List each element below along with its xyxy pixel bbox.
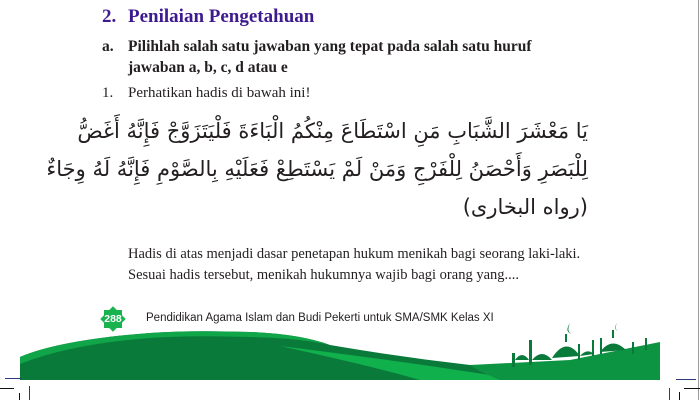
- question-number: 1.: [102, 85, 114, 101]
- question-prompt-text: Perhatikan hadis di bawah ini!: [128, 85, 311, 101]
- question-body: Hadis di atas menjadi dasar penetapan hukum menikah bagi seorang laki-laki. Sesuai hadis tersebut, menikah hukumnya wajib bagi orang yang....: [128, 246, 581, 283]
- section-number: 2.: [102, 6, 117, 27]
- instruction: [102, 36, 562, 78]
- crescent-icon: [567, 323, 572, 334]
- crop-mark: [0, 388, 14, 389]
- question-prompt: [102, 85, 310, 102]
- book-title-footer: Pendidikan Agama Islam dan Budi Pekerti untuk SMA/SMK Kelas XI: [146, 312, 494, 324]
- crop-mark: [676, 379, 696, 380]
- hadith-line-2: لِلْبَصَرِ وَأَحْصَنُ لِلْفَرْجِ وَمَنْ لَمْ يَسْتَطِعْ فَعَلَيْهِ بِالصَّوْمِ فَإِنَّهُ لَهُ وِجَاءٌ: [46, 157, 588, 181]
- crescent-icon: [615, 323, 618, 331]
- crop-mark: [684, 388, 700, 389]
- crop-mark: [5, 378, 21, 379]
- mosque-banner: [0, 320, 700, 400]
- hadith-source: (رواه البخارى): [462, 195, 588, 219]
- instruction-text: Pilihlah salah satu jawaban yang tepat pada salah satu huruf jawaban a, b, c, d atau e: [128, 38, 532, 76]
- hadith-line-1: يَا مَعْشَرَ الشَّبَابِ مَنِ اسْتَطَاعَ مِنْكُمُ الْبَاءَةَ فَلْيَتَزَوَّجْ فَإِنَّهُ أَغَضُّ: [77, 119, 588, 143]
- crop-mark: [669, 388, 670, 400]
- page-number: 288: [104, 313, 122, 325]
- hadith-arabic-text: [46, 112, 588, 226]
- crop-mark: [679, 392, 680, 400]
- section-heading: [102, 6, 314, 28]
- crop-mark: [19, 393, 20, 400]
- instruction-letter: a.: [102, 38, 114, 55]
- section-title-text: Penilaian Pengetahuan: [128, 6, 315, 27]
- crop-mark: [29, 386, 30, 400]
